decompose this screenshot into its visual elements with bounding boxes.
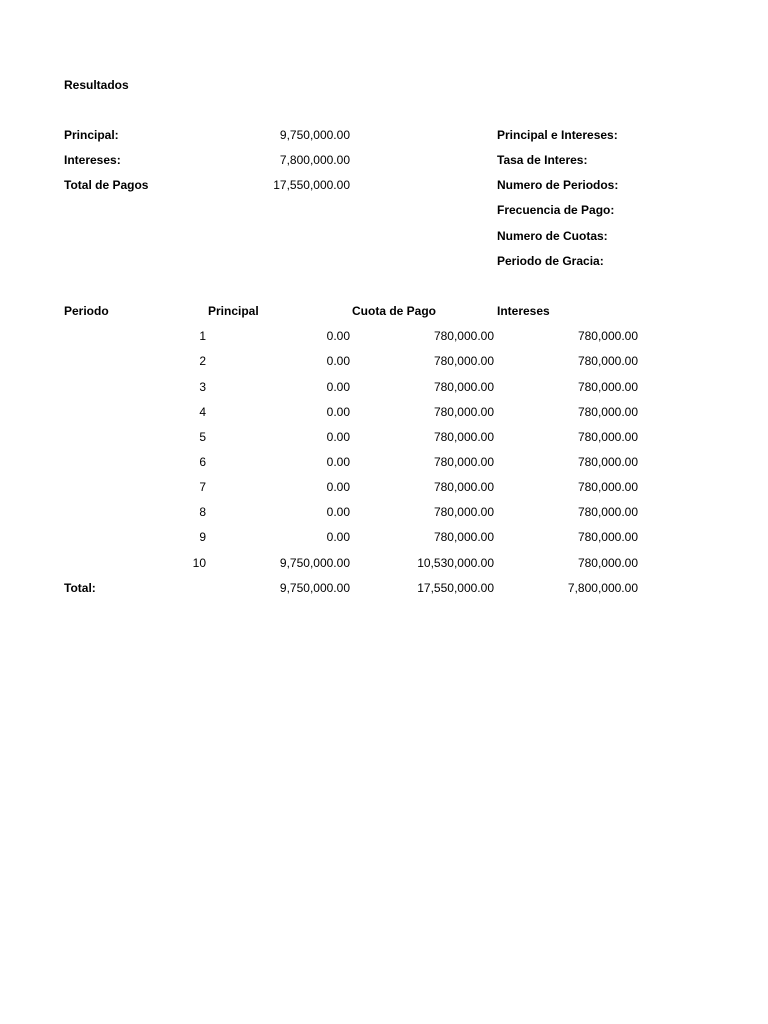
summary-label-principal: Principal: bbox=[64, 128, 119, 142]
cell-periodo: 7 bbox=[199, 480, 206, 494]
cell-intereses: 780,000.00 bbox=[577, 354, 638, 368]
table-row bbox=[0, 429, 768, 445]
cell-cuota: 780,000.00 bbox=[433, 480, 494, 494]
cell-periodo: 5 bbox=[199, 430, 206, 444]
summary-value-intereses: 7,800,000.00 bbox=[279, 153, 350, 167]
cell-cuota: 10,530,000.00 bbox=[417, 556, 494, 570]
cell-principal: 0.00 bbox=[326, 430, 350, 444]
cell-principal: 9,750,000.00 bbox=[279, 556, 350, 570]
cell-cuota: 780,000.00 bbox=[433, 329, 494, 343]
table-row bbox=[0, 454, 768, 470]
cell-periodo: 3 bbox=[199, 380, 206, 394]
cell-cuota: 780,000.00 bbox=[433, 455, 494, 469]
table-header-principal: Principal bbox=[208, 304, 259, 318]
param-label-tasa-interes: Tasa de Interes: bbox=[497, 153, 588, 167]
summary-label-intereses: Intereses: bbox=[64, 153, 121, 167]
cell-principal: 0.00 bbox=[326, 505, 350, 519]
table-total-cuota: 17,550,000.00 bbox=[417, 581, 494, 595]
cell-intereses: 780,000.00 bbox=[577, 480, 638, 494]
cell-periodo: 2 bbox=[199, 354, 206, 368]
cell-cuota: 780,000.00 bbox=[433, 354, 494, 368]
cell-intereses: 780,000.00 bbox=[577, 329, 638, 343]
cell-periodo: 6 bbox=[199, 455, 206, 469]
cell-principal: 0.00 bbox=[326, 405, 350, 419]
cell-intereses: 780,000.00 bbox=[577, 505, 638, 519]
table-row bbox=[0, 555, 768, 571]
cell-cuota: 780,000.00 bbox=[433, 405, 494, 419]
summary-value-principal: 9,750,000.00 bbox=[279, 128, 350, 142]
table-header-periodo: Periodo bbox=[64, 304, 109, 318]
cell-periodo: 9 bbox=[199, 530, 206, 544]
cell-principal: 0.00 bbox=[326, 380, 350, 394]
table-row bbox=[0, 328, 768, 344]
param-label-frecuencia-pago: Frecuencia de Pago: bbox=[497, 203, 615, 217]
table-row bbox=[0, 504, 768, 520]
table-total-principal: 9,750,000.00 bbox=[279, 581, 350, 595]
cell-periodo: 8 bbox=[199, 505, 206, 519]
param-label-principal-intereses: Principal e Intereses: bbox=[497, 128, 618, 142]
table-total-label: Total: bbox=[64, 581, 96, 595]
cell-principal: 0.00 bbox=[326, 329, 350, 343]
summary-label-total-pagos: Total de Pagos bbox=[64, 178, 149, 192]
table-row bbox=[0, 479, 768, 495]
table-row bbox=[0, 529, 768, 545]
param-label-numero-cuotas: Numero de Cuotas: bbox=[497, 229, 608, 243]
table-row bbox=[0, 353, 768, 369]
table-header-cuota: Cuota de Pago bbox=[352, 304, 437, 318]
cell-intereses: 780,000.00 bbox=[577, 430, 638, 444]
cell-intereses: 780,000.00 bbox=[577, 455, 638, 469]
cell-cuota: 780,000.00 bbox=[433, 530, 494, 544]
cell-periodo: 1 bbox=[199, 329, 206, 343]
cell-intereses: 780,000.00 bbox=[577, 556, 638, 570]
param-label-numero-periodos: Numero de Periodos: bbox=[497, 178, 619, 192]
param-label-periodo-gracia: Periodo de Gracia: bbox=[497, 254, 604, 268]
page-title: Resultados bbox=[64, 78, 129, 92]
cell-periodo: 10 bbox=[192, 556, 206, 570]
cell-intereses: 780,000.00 bbox=[577, 405, 638, 419]
cell-intereses: 780,000.00 bbox=[577, 380, 638, 394]
table-row bbox=[0, 379, 768, 395]
cell-principal: 0.00 bbox=[326, 455, 350, 469]
cell-intereses: 780,000.00 bbox=[577, 530, 638, 544]
cell-principal: 0.00 bbox=[326, 530, 350, 544]
table-total-intereses: 7,800,000.00 bbox=[567, 581, 638, 595]
cell-principal: 0.00 bbox=[326, 480, 350, 494]
summary-value-total-pagos: 17,550,000.00 bbox=[273, 178, 350, 192]
table-header-intereses: Intereses bbox=[497, 304, 550, 318]
cell-periodo: 4 bbox=[199, 405, 206, 419]
table-row bbox=[0, 404, 768, 420]
cell-cuota: 780,000.00 bbox=[433, 380, 494, 394]
cell-cuota: 780,000.00 bbox=[433, 430, 494, 444]
cell-cuota: 780,000.00 bbox=[433, 505, 494, 519]
cell-principal: 0.00 bbox=[326, 354, 350, 368]
